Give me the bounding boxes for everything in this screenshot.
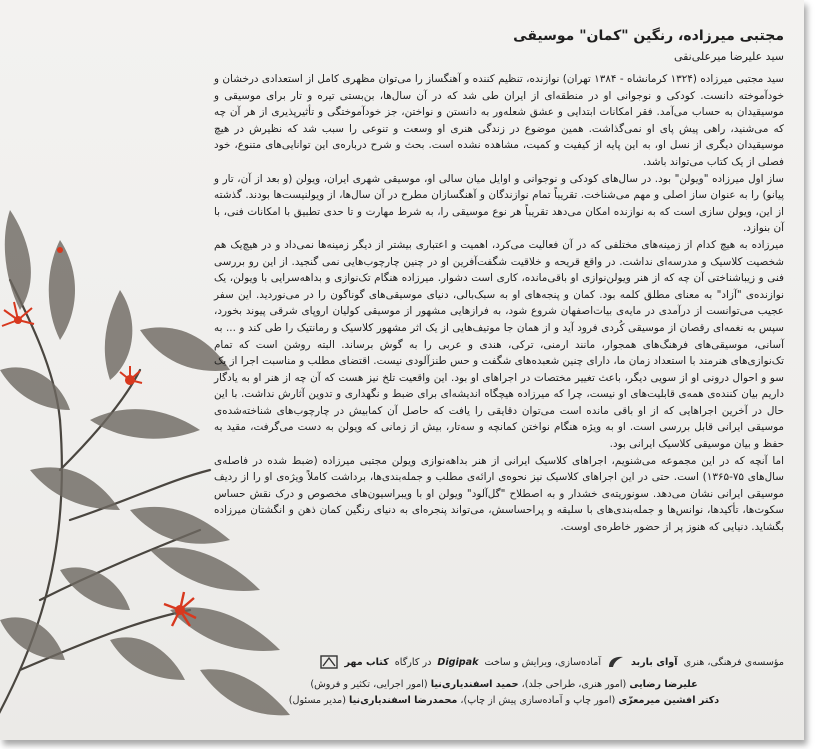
article-title: مجتبی میرزاده، رنگین "کمان" موسیقی	[513, 28, 784, 44]
credit-name: حمید اسفندیاری‌نیا	[430, 679, 519, 690]
credits-line-2	[224, 693, 784, 709]
credits-list	[224, 677, 784, 709]
credit-role: (مدیر مسئول)	[288, 695, 346, 706]
ketab-mehr-logo-icon	[320, 655, 338, 669]
publisher-line	[224, 655, 784, 669]
article-paragraph: اما آنچه که در این مجموعه می‌شنویم، اجراهای کلاسیک ایرانی از هنر بداهه‌نوازی ویولن مجتبی میرزاده (ضبط شده در فاصله‌ی سال‌های ۷۵-۱۳۶۵) است. حتی در این اجراهای کلاسیک نیز نحوه‌ی ارائه‌ی مطلب و جمله‌بندی‌ها، برداشت کاملاً ویژه‌ی او را از ردیف موسیقی ایرانی نشان می‌دهد. سونوریته‌ی خشدار و به اصطلاح "گل‌آلود" ویولن او با ویبراسیون‌های مخصوص و درک نقش حساس سکوت‌ها، تأکیدها، نوانس‌ها و جمله‌بندی‌های با سلیقه و پراحساسش، می‌تواند پنجره‌ای به دنیای رنگین کمان ذهن و انگشتان میرزاده بگشاید. دنیایی که هنوز پر از حضور خاطره‌ی اوست.	[214, 454, 784, 534]
article-paragraph: ساز اول میرزاده "ویولن" بود. در سال‌های کودکی و نوجوانی و اوایل میان سالی او، موسیقی شهری ایران، ویولن (و بعد از آن، تار و پیانو) را به عنوان ساز اصلی و مهم می‌شناخت. تقریباً تمام نوازندگان و آهنگسازان مطرح در آن سال‌ها، از ویولنیست‌ها بودند. گذشته از این، ویولن سازی است که به نوازنده امکان می‌دهد تقریباً هر نوع موسیقی را، به شرط مهارت و تا حدی تطبیق با امکانات فنی، با آن بنوازد.	[214, 172, 784, 235]
article-paragraph: میرزاده به هیچ کدام از زمینه‌های مختلفی که در آن فعالیت می‌کرد، اهمیت و اعتباری بیشتر از دیگر زمینه‌ها نمی‌داد و در هیچ‌یک هم شخصیت کلاسیک و مدرسه‌ای نداشت. در واقع قریحه و خلاقیت شگفت‌آفرین او در چنین چارچوب‌هایی نمی گنجید. از این رو بررسی فنی و زیباشناختی آن چه که از هنر ویولن‌نوازی او باقی‌مانده، کاری است دشوار. میرزاده هنگام تک‌نوازی و بداهه‌سرایی با ویولن، یک نوازنده‌ی "آزاد" به معنای مطلق کلمه بود. کمان و پنجه‌های او به سبک‌بالی، دنیای موسیقی‌های گوناگون را در می‌نوردید. این سفر عجیب می‌توانست از درآمدی در مایه‌ی بیات‌اصفهان شروع شود، به فرازهایی مشهور از موسیقی کولیان اروپای شرقی پیوند بخورد، سپس به نغمه‌ای رقصان از موسیقی کُردی فرود آید و از همان جا موتیف‌هایی از یک اثر مشهور کلاسیک و رمانتیک را طی کند و ... به آسانی، موسیقی‌های فرهنگ‌های همجوار، مانند ارمنی، ترکی، هندی و عربی را به گوش برساند. البته روشن است که تمام تک‌نوازی‌های هنرمند با استعداد زمان ما، دارای چنین شعبده‌های شگفت و حس طنزآلودی نیست. اقتضای مطلب و مناسبت اجرا از یک سو و احوال درونی او از سویی دیگر، باعث تغییر مختصات در اجراهای او بود. این واقعیت تلخ نیز هست که آن چه از هنر او به یادگار داریم بیان کننده‌ی همه‌ی قابلیت‌های او نیست، چرا که میرزاده هیچگاه اندیشه‌ای برای ضبط و نگهداری و تدوین آثارش نداشت. با این حال در آخرین اجراهایی که از او باقی مانده است می‌توان دقایقی را یافت که حاصل آن کمابیش در چارچوب‌های شناخته‌شده‌ی موسیقی ایرانی قابل بررسی است. او به ویژه هنگام نواختن کمانچه و سه‌تار، بیش از زمانی که ویولن به دست می‌گرفت، مقید به حفظ و بیان موسیقی کلاسیک ایرانی بود.	[214, 238, 784, 451]
workshop-prefix: در کارگاه	[394, 656, 432, 668]
article-author: سید علیرضا میرعلی‌نقی	[673, 50, 784, 63]
credit-name: محمدرضا اسفندیاری‌نیا	[349, 695, 458, 706]
credits-footer	[224, 655, 784, 709]
publisher-name: آوای باربد	[631, 656, 678, 668]
article-paragraph: سید مجتبی میرزاده (۱۳۲۴ کرمانشاه - ۱۳۸۴ تهران) نوازنده، تنظیم کننده و آهنگساز را می‌توان مظهری کامل از استعدادی درخشان و خودآموخته دانست. کودکی و نوجوانی او در منطقه‌ای از ایران طی شد که در آن سال‌ها، بن‌بستی تیره و تار برای موسیقی و موسیقیدان به حساب می‌آمد. فقر امکانات ابتدایی و عشق شعله‌ور به دانستن و نواختن، جز خودآموختگی و تأثیرپذیری از هر آن چه که می‌شنید، راهی پیش پای او نمی‌گذاشت. همین موضوع در زندگی هنری او وسعت و تنوعی را سبب شد که نظیرش در هیچ موسیقیدان دیگری از نسل او، به این پایه از کیفیت و کمیت، مشاهده نشده است. بحث و شرح درباره‌ی این توانایی‌های متنوع، خود فصلی از یک کتاب می‌تواند باشد.	[214, 73, 784, 168]
article	[214, 28, 784, 536]
barbad-logo-icon	[607, 655, 625, 669]
article-body	[214, 71, 784, 536]
credit-role: (امور اجرایی، تکثیر و فروش)	[310, 679, 428, 690]
publisher-prefix: مؤسسه‌ی فرهنگی، هنری	[683, 656, 784, 668]
credit-role: (امور هنری، طراحی جلد)،	[521, 679, 627, 690]
credit-name: علیرضا رضایی	[629, 679, 698, 690]
workshop-name: کتاب مهر	[344, 656, 389, 668]
credit-role: (امور چاپ و آماده‌سازی پیش از چاپ)،	[460, 695, 616, 706]
digipak-label: Digipak	[437, 656, 479, 668]
credits-line-1	[224, 677, 784, 693]
credit-name: دکتر افشین میرمعزّی	[618, 695, 720, 706]
production-text: آماده‌سازی، ویرایش و ساخت	[484, 656, 602, 668]
